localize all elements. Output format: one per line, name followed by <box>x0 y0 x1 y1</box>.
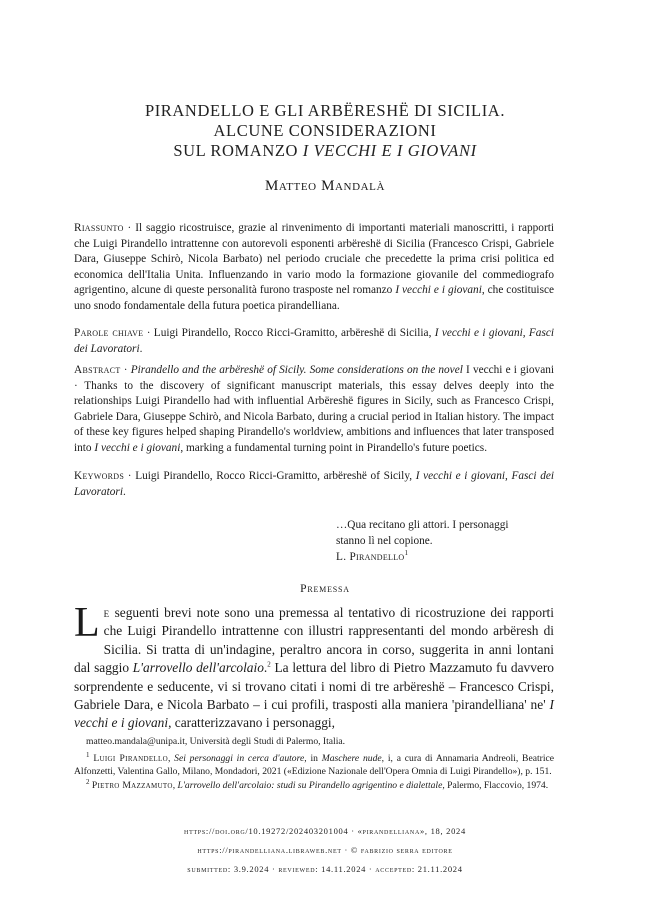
abstract-roman-title: I vecchi e i giovani <box>462 364 554 376</box>
parole-chiave-text-end: . <box>139 342 143 355</box>
riassunto-italic: I vecchi e i giovani <box>395 284 482 297</box>
body-paragraph <box>74 600 554 733</box>
drop-cap: L <box>74 600 100 646</box>
footnote-1-mid: , in <box>304 753 322 765</box>
keywords-paragraph <box>74 469 554 500</box>
keywords-text: · Luigi Pirandello, Rocco Ricci-Gramitto, arbëreshë of Sicily, <box>124 470 416 482</box>
footnote-2 <box>74 779 554 792</box>
footnote-1-italic-2: Maschere nude <box>321 753 382 765</box>
body-italic-2: I vecchi e i giovani <box>74 697 554 731</box>
parole-chiave-text: · Luigi Pirandello, Rocco Ricci-Gramitto, arbëreshë di Sicilia, <box>143 327 435 339</box>
footnote-2-end: , Palermo, Flaccovio, 1974. <box>442 779 549 791</box>
section-heading: Premessa <box>300 583 350 595</box>
footnote-1-author: Luigi Pirandello <box>93 753 168 765</box>
footnote-1-number: 1 <box>86 751 90 760</box>
footnote-ref-1[interactable]: 1 <box>404 549 409 558</box>
footnote-1 <box>74 752 554 778</box>
footer-doi[interactable]: https://doi.org/10.19272/202403201004 · «pirandelliana», 18, 2024 <box>184 826 466 836</box>
epigraph-attribution: L. Pirandello <box>336 551 405 563</box>
footer-dates: submitted: 3.9.2024 · reviewed: 14.11.2024 · accepted: 21.11.2024 <box>187 864 463 874</box>
riassunto-text-end: , che costituisce uno snodo fondamentale della futura poetica pirandelliana. <box>74 284 554 312</box>
body-text-1: seguenti brevi note sono una premessa al tentativo di ricostruzione dei rapporti che Luigi Pirandello intrattenne con illustri rappresentanti del mondo arbëresh di Sicilia. Si tratta di un'indagine, peraltro ancora in corso, suggerita in anni lontani dal saggio <box>74 605 554 676</box>
abstract-text-end: , marking a fundamental turning point in Pirandello's future poetics. <box>180 441 488 454</box>
footnote-1-italic: Sei personaggi in cerca d'autore <box>174 753 305 765</box>
abstract-italic: I vecchi e i giovani <box>94 441 181 454</box>
footnote-2-italic: L'arrovello dell'arcolaio: studi su Pirandello agrigentino e dialettale <box>177 779 443 791</box>
title-line-2: ALCUNE CONSIDERAZIONI <box>213 121 437 140</box>
abstract-paragraph <box>74 363 554 457</box>
abstract-sep: · <box>120 364 131 376</box>
parole-chiave-label: Parole chiave <box>74 327 144 339</box>
title-line-3-prefix: SUL ROMANZO <box>173 141 303 160</box>
parole-chiave-italic: I vecchi e i giovani, Fasci dei Lavoratori <box>74 327 554 355</box>
abstract-text: · Thanks to the discovery of significant manuscript materials, this essay delves deeply into the relationships Luigi Pirandello had with influential Arbëreshë figures in Sicily, such as Francesco Crispi, Gabriele Dara, Giuseppe Schirò, and Nicola Barbato, during a crucial period in Italian history. The impact of these key figures helped shaping Pirandello's worldview, ambitions and influences that later transposed into <box>74 379 554 454</box>
title-line-3 <box>60 141 590 161</box>
drop-cap-rest: e <box>103 605 110 620</box>
footnote-1-sep: , <box>167 753 175 765</box>
article-title <box>60 101 590 161</box>
abstract-label: Abstract <box>74 364 121 376</box>
body-text-4: , caratterizzavano i personaggi, <box>168 715 335 731</box>
title-line-1: PIRANDELLO E GLI ARBËRESHË DI SICILIA. <box>144 101 506 120</box>
body-italic-1: L'arrovello dell'arcolaio <box>132 660 264 676</box>
author-affiliation: matteo.mandala@unipa.it, Università degli Studi di Palermo, Italia. <box>86 736 346 747</box>
riassunto-paragraph <box>74 221 554 315</box>
abstract-italic-title: Pirandello and the arbëreshë of Sicily. Some considerations on the novel <box>130 364 463 376</box>
epigraph-line-1: …Qua recitano gli attori. I personaggi <box>336 519 509 531</box>
epigraph-line-2: stanno lì nel copione. <box>336 535 433 547</box>
footnote-1-end: , i, a cura di Annamaria Andreoli, Beatrice Alfonzetti, Valentina Gallo, Milano, Mondadori, 2021 («Edizione Nazionale dell'Opera Omnia di Luigi Pirandello»), p. 151. <box>74 753 555 778</box>
keywords-text-end: . <box>122 485 126 498</box>
keywords-italic: I vecchi e i giovani, Fasci dei Lavoratori <box>74 470 555 498</box>
body-text-3: La lettura del libro di Pietro Mazzamuto fu davvero sorprendente e seducente, vi si trovano citati i nomi di tre arbëreshë – Francesco Crispi, Gabriele Dara, e Nicola Barbato – i cui profili, trasposti alla maniera 'pirandelliana' ne' <box>74 660 554 713</box>
footer-website[interactable]: https://pirandelliana.libraweb.net · © fabrizio serra editore <box>197 845 453 855</box>
body-text-2: . <box>263 660 268 676</box>
title-line-3-italic: I VECCHI E I GIOVANI <box>302 141 477 160</box>
epigraph-attribution-line <box>336 549 566 565</box>
riassunto-text: · Il saggio ricostruisce, grazie al rinvenimento di importanti materiali manoscritti, i rapporti che Luigi Pirandello intrattenne con autorevoli esponenti arbëreshë di Sicilia (Francesco Crispi, Gabriele Dara, Giuseppe Schirò, Nicola Barbato) nel periodo cruciale che precedette la prima crisi politica ed economica dell'Italia Unita. Influenzando in vario modo la formazione giovanile del commediografo agrigentino, alcune di queste personalità furono trasposte nel romanzo <box>74 222 554 297</box>
footnotes <box>74 735 554 792</box>
riassunto-label: Riassunto <box>74 222 124 234</box>
epigraph <box>336 517 566 565</box>
footnote-ref-2[interactable]: 2 <box>267 660 271 669</box>
footnote-2-sep: , <box>172 779 178 791</box>
keywords-label: Keywords <box>74 470 125 482</box>
footnote-2-number: 2 <box>86 777 90 786</box>
parole-chiave-paragraph <box>74 326 554 357</box>
author-name: Matteo Mandalà <box>264 178 386 194</box>
footnote-2-author: Pietro Mazzamuto <box>91 779 173 791</box>
